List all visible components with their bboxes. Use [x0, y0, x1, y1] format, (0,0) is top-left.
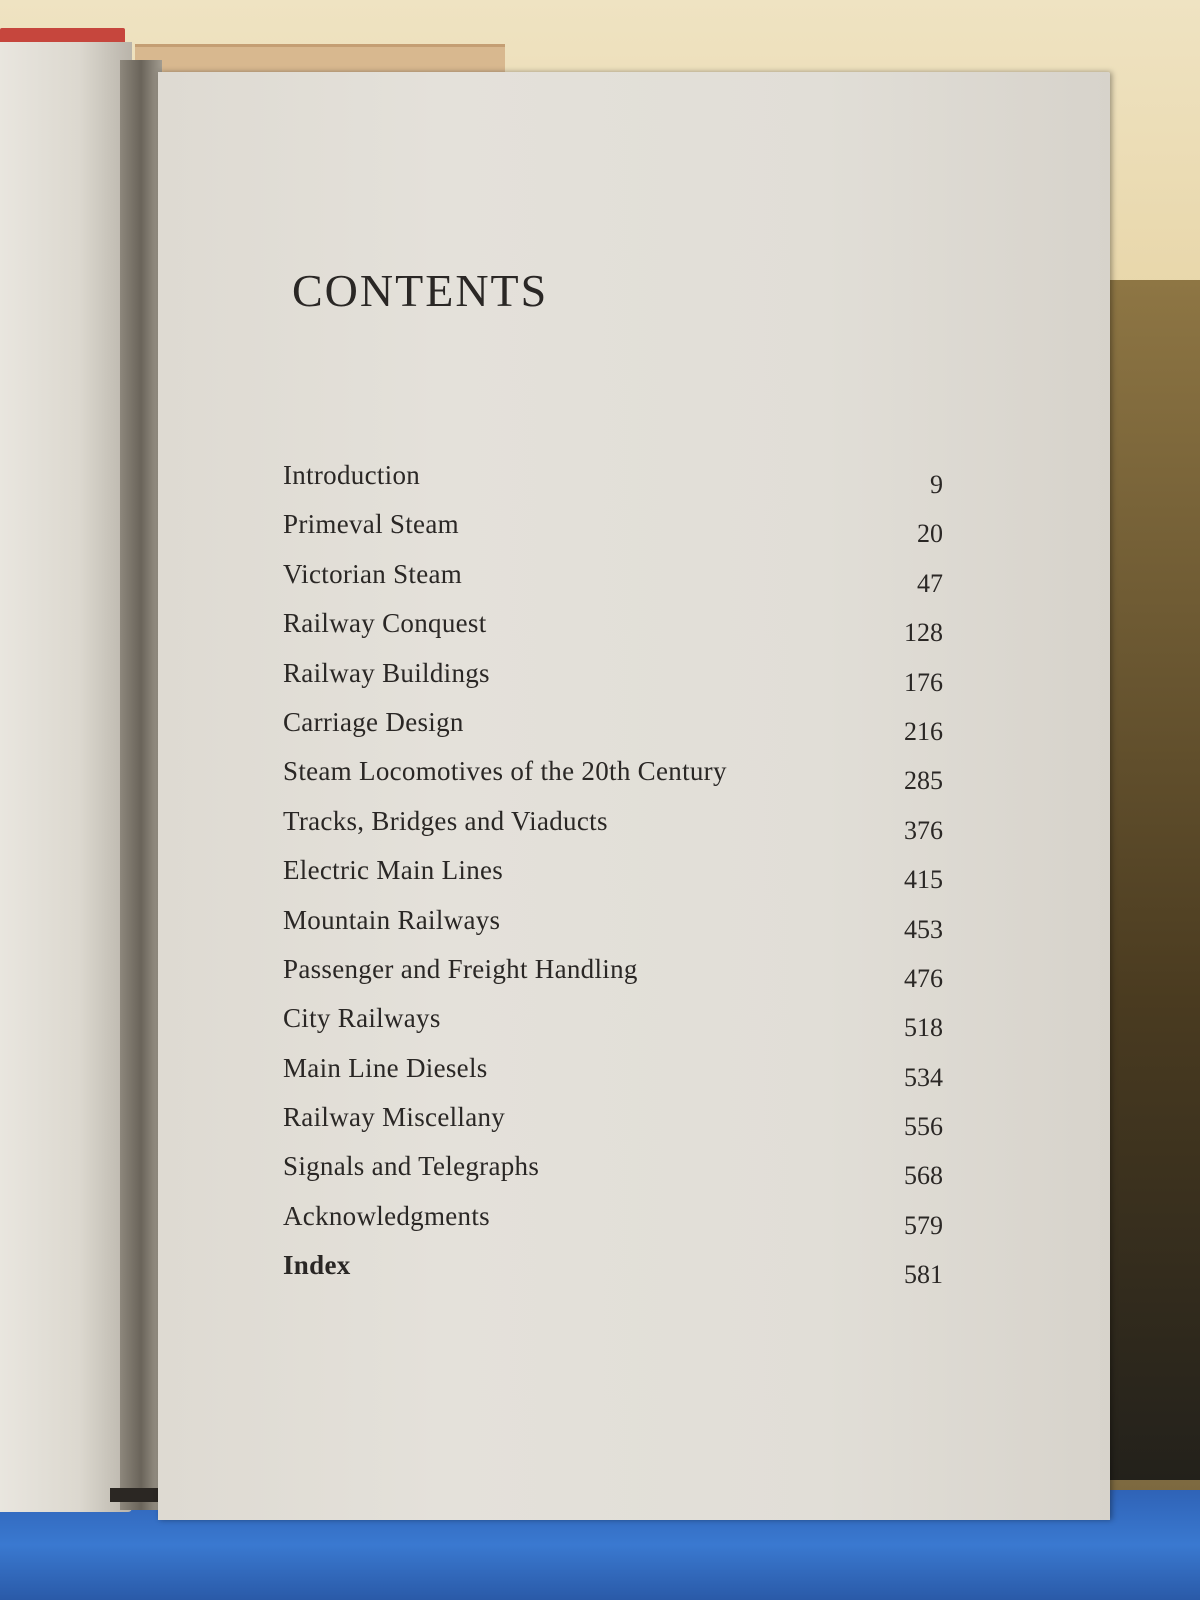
toc-entry-page-number: 556	[904, 1112, 943, 1142]
toc-entry	[283, 855, 943, 904]
toc-entry	[283, 509, 943, 558]
toc-entry-title: Main Line Diesels	[283, 1052, 488, 1083]
toc-entry	[283, 608, 943, 657]
toc-entry-page-number: 453	[904, 914, 943, 944]
toc-entry-title: Passenger and Freight Handling	[283, 953, 638, 984]
toc-entry	[283, 460, 943, 509]
toc-entry-page-number: 476	[904, 963, 943, 993]
toc-entry-page-number: 285	[904, 766, 943, 796]
toc-entry-title: City Railways	[283, 1003, 441, 1034]
toc-entry	[283, 954, 943, 1003]
toc-entry-page-number: 9	[930, 470, 943, 499]
toc-entry	[283, 559, 943, 608]
toc-entry	[283, 1053, 943, 1102]
toc-entry	[283, 905, 943, 954]
toc-entry-page-number: 47	[917, 568, 943, 598]
toc-entry-page-number: 376	[904, 815, 943, 845]
toc-entry-page-number: 216	[904, 716, 943, 746]
toc-entry	[283, 756, 943, 805]
toc-entry-title: Steam Locomotives of the 20th Century	[283, 756, 727, 787]
toc-entry	[283, 806, 943, 855]
toc-entry	[283, 1250, 943, 1299]
toc-entry	[283, 1151, 943, 1200]
toc-entry-title: Signals and Telegraphs	[283, 1151, 540, 1182]
toc-entry-page-number: 128	[904, 618, 943, 648]
toc-entry-page-number: 415	[904, 865, 943, 895]
toc-entry-title: Index	[283, 1250, 351, 1281]
toc-entry-title: Carriage Design	[283, 706, 464, 737]
toc-entry-page-number: 581	[904, 1260, 943, 1290]
toc-entry-title: Railway Conquest	[283, 608, 487, 639]
left-page	[0, 42, 132, 1512]
toc-entry	[283, 707, 943, 756]
toc-entry	[283, 1201, 943, 1250]
toc-entry-page-number: 534	[904, 1062, 943, 1092]
toc-entry-title: Railway Miscellany	[283, 1102, 506, 1133]
toc-entry-page-number: 518	[904, 1013, 943, 1043]
book-gutter	[120, 60, 162, 1510]
toc-entry	[283, 1003, 943, 1052]
toc-entry-title: Electric Main Lines	[283, 855, 504, 886]
toc-entry-title: Tracks, Bridges and Viaducts	[283, 805, 608, 836]
toc-entry-title: Acknowledgments	[283, 1200, 490, 1231]
toc-entry-title: Railway Buildings	[283, 657, 490, 688]
table-of-contents	[283, 460, 943, 1300]
page-title: CONTENTS	[292, 265, 549, 316]
toc-entry-title: Mountain Railways	[283, 904, 501, 935]
toc-entry-page-number: 20	[917, 519, 943, 549]
toc-entry-title: Victorian Steam	[283, 558, 463, 589]
toc-entry	[283, 658, 943, 707]
toc-entry-page-number: 176	[904, 667, 943, 697]
toc-entry	[283, 1102, 943, 1151]
toc-entry-title: Introduction	[283, 460, 421, 490]
toc-entry-title: Primeval Steam	[283, 509, 459, 540]
toc-entry-page-number: 579	[904, 1210, 943, 1240]
toc-entry-page-number: 568	[904, 1161, 943, 1191]
